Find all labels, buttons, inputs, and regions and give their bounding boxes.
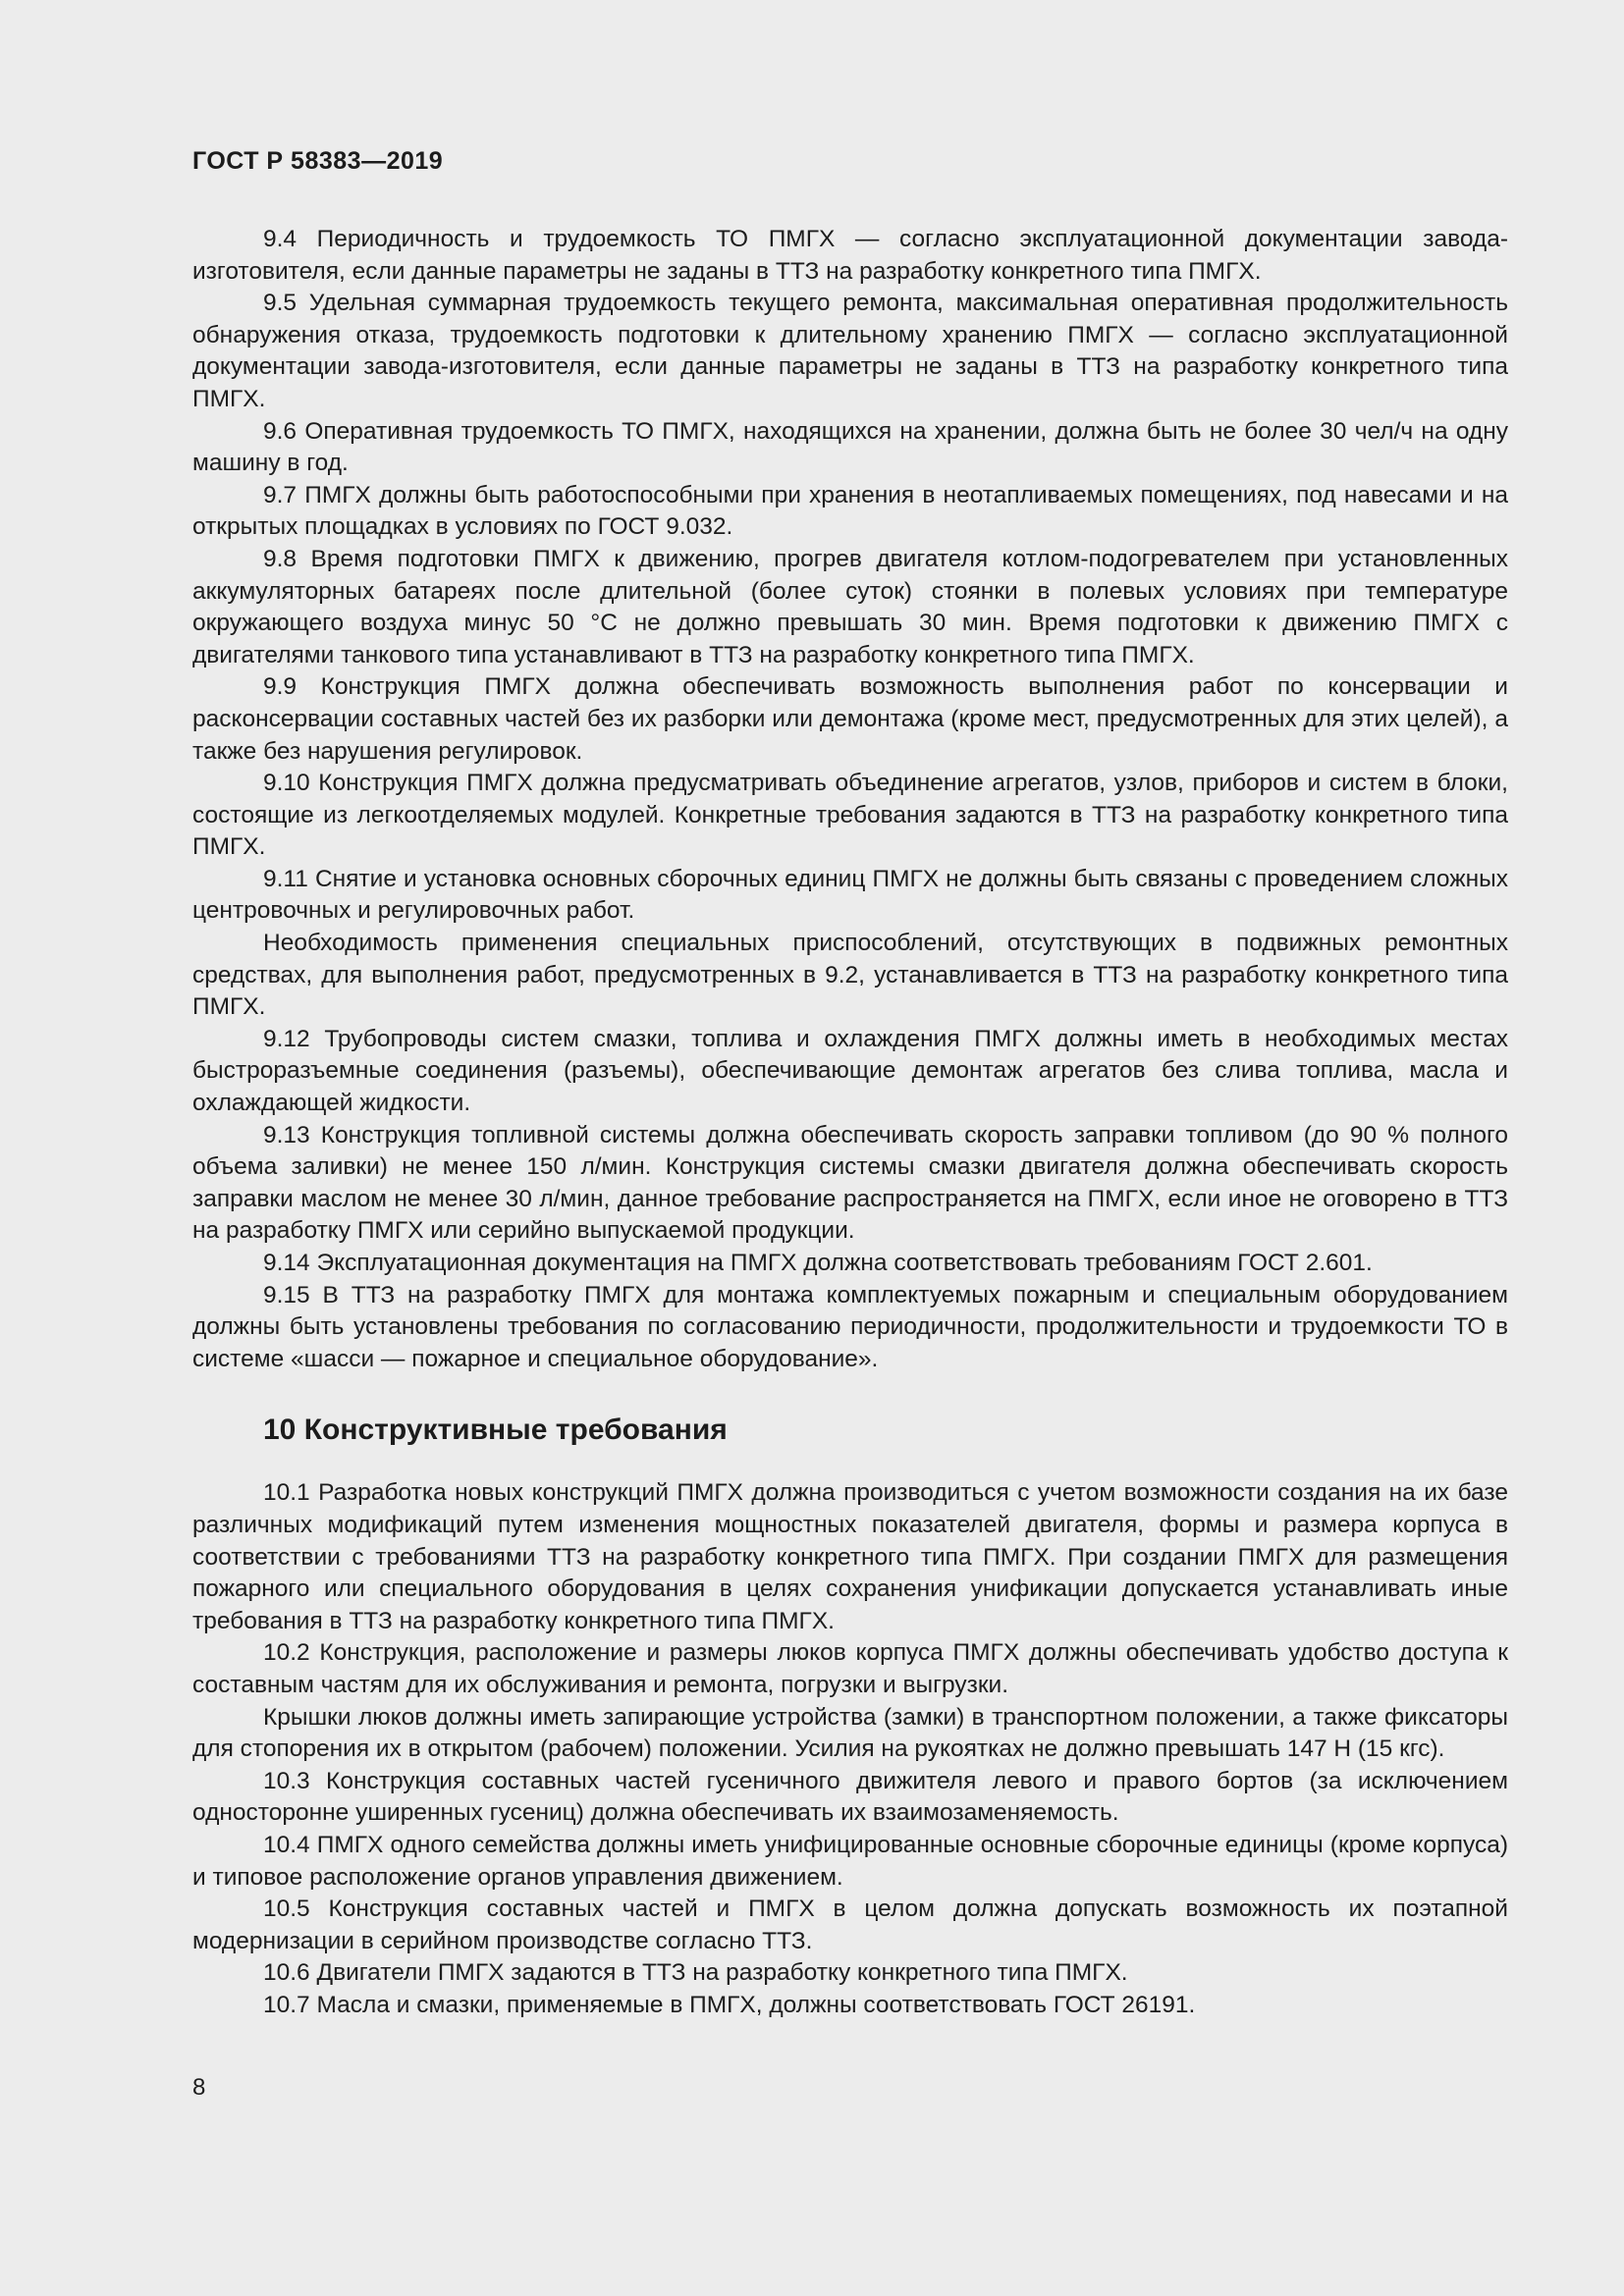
section-10-heading: 10 Конструктивные требования bbox=[263, 1414, 728, 1447]
paragraph-9-7: 9.7 ПМГХ должны быть работоспособными при хранения в неотапливаемых помещениях, под навесами и на открытых площадках в условиях по ГОСТ 9.032. bbox=[192, 481, 1508, 541]
paragraph-9-9: 9.9 Конструкция ПМГХ должна обеспечивать возможность выполнения работ по консервации и расконсервации составных частей без их разборки или демонтажа (кроме мест, предусмотренных для этих целей), а также без нарушения регулировок. bbox=[192, 673, 1508, 765]
paragraph-9-8: 9.8 Время подготовки ПМГХ к движению, прогрев двигателя котлом-подогревателем при установленных аккумуляторных батареях после длительной (более суток) стоянки в полевых условиях при температуре окружающего воздуха минус 50 °С не должно превышать 30 мин. Время подготовки к движению ПМГХ с двигателями танкового типа устанавливают в ТТЗ на разработку конкретного типа ПМГХ. bbox=[192, 545, 1508, 668]
page-body bbox=[192, 224, 1508, 2021]
paragraph-9-14: 9.14 Эксплуатационная документация на ПМГХ должна соответствовать требованиям ГОСТ 2.601. bbox=[263, 1250, 1373, 1276]
paragraph-10-3: 10.3 Конструкция составных частей гусеничного движителя левого и правого бортов (за исключением односторонне уширенных гусениц) должна обеспечивать их взаимозаменяемость. bbox=[192, 1767, 1508, 1827]
paragraph-10-2: 10.2 Конструкция, расположение и размеры люков корпуса ПМГХ должны обеспечивать удобство доступа к составным частям для их обслуживания и ремонта, погрузки и выгрузки. bbox=[192, 1639, 1508, 1698]
paragraph-10-1: 10.1 Разработка новых конструкций ПМГХ должна производиться с учетом возможности создания на их базе различных модификаций путем изменения мощностных показателей двигателя, формы и размера корпуса в соответствии с требованиями ТТЗ на разработку конкретного типа ПМГХ. При создании ПМГХ для размещения пожарного или специального оборудования в целях сохранения унификации допускается устанавливать иные требования в ТТЗ на разработку конкретного типа ПМГХ. bbox=[192, 1479, 1508, 1634]
page-number: 8 bbox=[192, 2074, 206, 2101]
paragraph-10-2-continuation: Крышки люков должны иметь запирающие устройства (замки) в транспортном положении, а также фиксаторы для стопорения их в открытом (рабочем) положении. Усилия на рукоятках не должно превышать 147 Н (15 кгс). bbox=[192, 1703, 1508, 1763]
paragraph-10-7: 10.7 Масла и смазки, применяемые в ПМГХ, должны соответствовать ГОСТ 26191. bbox=[263, 1991, 1196, 2018]
paragraph-9-5: 9.5 Удельная суммарная трудоемкость текущего ремонта, максимальная оперативная продолжительность обнаружения отказа, трудоемкость подготовки к длительному хранению ПМГХ — согласно эксплуатационной документации завода-изготовителя, если данные параметры не заданы в ТТЗ на разработку конкретного типа ПМГХ. bbox=[192, 290, 1508, 412]
paragraph-9-13: 9.13 Конструкция топливной системы должна обеспечивать скорость заправки топливом (до 90 % полного объема заливки) не менее 150 л/мин. Конструкция системы смазки двигателя должна обеспечивать скорость заправки маслом не менее 30 л/мин, данное требование распространяется на ПМГХ, если иное не оговорено в ТТЗ на разработку ПМГХ или серийно выпускаемой продукции. bbox=[192, 1121, 1508, 1245]
paragraph-10-6: 10.6 Двигатели ПМГХ задаются в ТТЗ на разработку конкретного типа ПМГХ. bbox=[263, 1959, 1128, 1987]
paragraph-9-15: 9.15 В ТТЗ на разработку ПМГХ для монтажа комплектуемых пожарным и специальным оборудованием должны быть установлены требования по согласованию периодичности, продолжительности и трудоемкости ТО в системе «шасси — пожарное и специальное оборудование». bbox=[192, 1281, 1508, 1372]
paragraph-9-4: 9.4 Периодичность и трудоемкость ТО ПМГХ — согласно эксплуатационной документации завода-изготовителя, если данные параметры не заданы в ТТЗ на разработку конкретного типа ПМГХ. bbox=[192, 226, 1508, 285]
paragraph-9-6: 9.6 Оперативная трудоемкость ТО ПМГХ, находящихся на хранении, должна быть не более 30 чел/ч на одну машину в год. bbox=[192, 417, 1508, 477]
paragraph-9-12: 9.12 Трубопроводы систем смазки, топлива и охлаждения ПМГХ должны иметь в необходимых местах быстроразъемные соединения (разъемы), обеспечивающие демонтаж агрегатов без слива топлива, масла и охлаждающей жидкости. bbox=[192, 1025, 1508, 1117]
paragraph-10-5: 10.5 Конструкция составных частей и ПМГХ в целом должна допускать возможность их поэтапной модернизации в серийном производстве согласно ТТЗ. bbox=[192, 1896, 1508, 1954]
paragraph-9-11: 9.11 Снятие и установка основных сборочных единиц ПМГХ не должны быть связаны с проведением сложных центровочных и регулировочных работ. bbox=[192, 865, 1508, 925]
paragraph-9-10: 9.10 Конструкция ПМГХ должна предусматривать объединение агрегатов, узлов, приборов и систем в блоки, состоящие из легкоотделяемых модулей. Конкретные требования задаются в ТТЗ на разработку конкретного типа ПМГХ. bbox=[192, 770, 1508, 861]
document-code-header: ГОСТ Р 58383—2019 bbox=[192, 147, 444, 175]
paragraph-10-4: 10.4 ПМГХ одного семейства должны иметь унифицированные основные сборочные единицы (кроме корпуса) и типовое расположение органов управления движением. bbox=[192, 1831, 1508, 1891]
paragraph-9-11-continuation: Необходимость применения специальных приспособлений, отсутствующих в подвижных ремонтных средствах, для выполнения работ, предусмотренных в 9.2, устанавливается в ТТЗ на разработку конкретного типа ПМГХ. bbox=[192, 930, 1508, 1021]
